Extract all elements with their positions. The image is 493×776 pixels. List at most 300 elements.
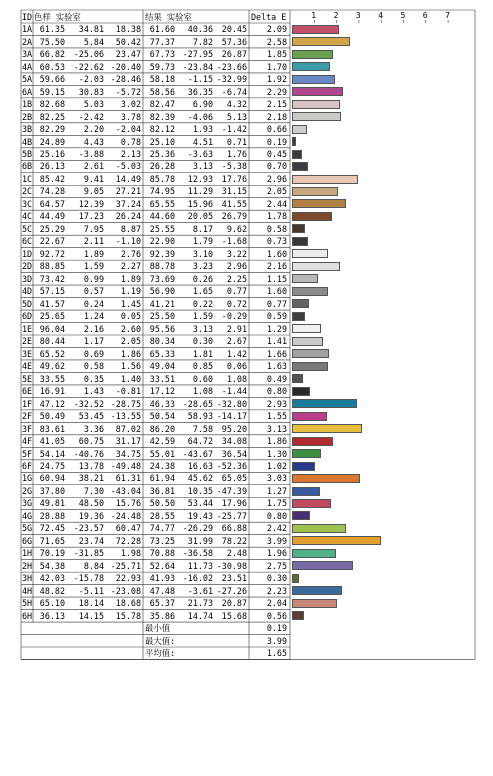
sample-lab-value: 23.47 — [115, 49, 141, 60]
delta-e-value: 1.86 — [266, 436, 287, 447]
result-lab-value: 95.56 — [149, 323, 175, 334]
delta-e-bar — [292, 337, 323, 346]
result-lab-value: -1.42 — [221, 124, 247, 135]
row-id: 4H — [22, 585, 33, 596]
sample-lab-value: 38.21 — [78, 473, 104, 484]
row-id: 1H — [22, 548, 33, 559]
sample-lab-value: -0.81 — [115, 386, 141, 397]
row-id: 5F — [22, 448, 33, 459]
result-lab-value: 17.12 — [149, 386, 175, 397]
result-lab-value: 45.62 — [187, 473, 213, 484]
row-id: 5H — [22, 598, 33, 609]
sample-lab-value: 83.61 — [39, 423, 65, 434]
result-lab-value: 0.71 — [226, 136, 247, 147]
delta-e-value: 1.96 — [266, 548, 287, 559]
sample-lab-value: 0.05 — [120, 311, 141, 322]
sample-lab-value: 34.81 — [78, 24, 104, 35]
sample-lab-value: 9.05 — [83, 186, 104, 197]
delta-e-value: 2.58 — [266, 36, 287, 47]
sample-lab-value: 3.36 — [83, 423, 104, 434]
sample-lab-value: -25.71 — [110, 560, 141, 571]
sample-lab-value: 59.15 — [39, 86, 65, 97]
result-lab-value: -6.74 — [221, 86, 247, 97]
row-id: 6E — [22, 386, 33, 397]
delta-e-bar — [292, 162, 308, 171]
result-lab-value: 1.42 — [226, 348, 247, 359]
row-id: 6F — [22, 461, 33, 471]
row-id: 4B — [22, 136, 33, 147]
result-lab-value: 31.99 — [187, 535, 213, 546]
delta-e-value: 2.75 — [266, 560, 287, 571]
sample-lab-value: 1.89 — [83, 248, 104, 259]
header-id: ID — [22, 11, 33, 22]
sample-lab-value: 18.68 — [115, 598, 141, 609]
result-lab-value: 25.55 — [149, 223, 175, 234]
row-id: 3A — [22, 49, 33, 60]
sample-lab-value: 49.81 — [39, 498, 65, 509]
result-lab-value: 3.23 — [192, 261, 213, 272]
sample-lab-value: 25.65 — [39, 311, 65, 322]
sample-lab-value: 48.82 — [39, 585, 65, 596]
delta-e-bar — [292, 199, 346, 208]
delta-e-value: 3.13 — [266, 423, 287, 434]
sample-lab-value: 65.52 — [39, 348, 65, 359]
sample-lab-value: 14.49 — [115, 173, 141, 184]
result-lab-value: -25.77 — [216, 510, 247, 521]
delta-e-value: 2.16 — [266, 261, 287, 272]
sample-lab-value: 85.42 — [39, 173, 65, 184]
delta-e-value: 1.60 — [266, 286, 287, 297]
sample-lab-value: 30.83 — [78, 86, 104, 97]
sample-lab-value: 57.15 — [39, 286, 65, 297]
result-lab-value: 25.10 — [149, 136, 175, 147]
row-id: 1F — [22, 398, 33, 409]
delta-e-value: 0.19 — [266, 136, 287, 147]
delta-e-bar — [292, 487, 320, 496]
result-lab-value: -23.66 — [216, 61, 247, 72]
sample-lab-value: 0.35 — [83, 373, 104, 384]
result-lab-value: 11.29 — [187, 186, 213, 197]
result-lab-value: 14.74 — [187, 610, 213, 621]
row-id: 5D — [22, 298, 33, 309]
result-lab-value: 26.28 — [149, 161, 175, 172]
row-id: 4C — [22, 211, 33, 222]
result-lab-value: 50.50 — [149, 498, 175, 509]
delta-e-value: 1.70 — [266, 61, 287, 72]
header-delta: Delta E — [251, 11, 287, 22]
delta-e-value: 2.18 — [266, 111, 287, 122]
sample-lab-value: 34.75 — [115, 448, 141, 459]
result-lab-value: 59.73 — [149, 61, 175, 72]
sample-lab-value: 82.29 — [39, 124, 65, 135]
result-lab-value: 1.81 — [192, 348, 213, 359]
sample-lab-value: 27.21 — [115, 186, 141, 197]
sample-lab-value: 1.59 — [83, 261, 104, 272]
sample-lab-value: 53.45 — [78, 411, 104, 422]
result-lab-value: 3.22 — [226, 248, 247, 259]
delta-e-value: 0.77 — [266, 298, 287, 309]
delta-e-bar — [292, 549, 336, 558]
delta-e-bar — [292, 324, 321, 333]
summary-value: 3.99 — [266, 635, 287, 646]
result-lab-value: -1.68 — [221, 236, 247, 247]
delta-e-bar — [292, 437, 333, 446]
result-lab-value: 64.72 — [187, 436, 213, 447]
sample-lab-value: 1.40 — [120, 373, 141, 384]
sample-lab-value: 60.53 — [39, 61, 65, 72]
result-lab-value: 15.96 — [187, 198, 213, 209]
sample-lab-value: 75.50 — [39, 36, 65, 47]
sample-lab-value: 71.65 — [39, 535, 65, 546]
sample-lab-value: 1.19 — [120, 286, 141, 297]
row-id: 6C — [22, 236, 33, 247]
sample-lab-value: 1.56 — [120, 361, 141, 372]
sample-lab-value: -23.57 — [73, 523, 104, 534]
result-lab-value: -16.02 — [182, 573, 213, 584]
result-lab-value: 0.22 — [192, 298, 213, 309]
axis-tick-label: 1 — [311, 11, 317, 20]
delta-e-value: 1.63 — [266, 361, 287, 372]
result-lab-value: 0.06 — [226, 361, 247, 372]
axis-tick-label: 5 — [400, 11, 406, 20]
result-lab-value: 11.73 — [187, 560, 213, 571]
sample-lab-value: 25.16 — [39, 149, 65, 159]
axis-tick-label: 2 — [333, 11, 339, 20]
sample-lab-value: -5.72 — [115, 86, 141, 97]
result-lab-value: 31.15 — [221, 186, 247, 197]
delta-e-bar — [292, 586, 342, 595]
result-lab-value: 77.37 — [149, 36, 175, 47]
result-lab-value: 36.54 — [221, 448, 247, 459]
delta-e-value: 1.66 — [266, 348, 287, 359]
sample-lab-value: -2.03 — [78, 74, 104, 85]
delta-e-bar — [292, 474, 360, 483]
sample-lab-value: 7.30 — [83, 485, 104, 496]
sample-lab-value: 66.82 — [39, 49, 65, 60]
row-id: 6G — [22, 535, 33, 546]
sample-lab-value: 2.60 — [120, 323, 141, 334]
row-id: 3H — [22, 573, 33, 584]
row-id: 4F — [22, 436, 33, 447]
summary-value: 1.65 — [266, 648, 287, 659]
result-lab-value: 67.73 — [149, 49, 175, 60]
delta-e-bar — [292, 449, 321, 458]
sample-lab-value: -1.10 — [115, 236, 141, 247]
row-id: 2F — [22, 411, 33, 422]
result-lab-value: -52.36 — [216, 461, 247, 471]
summary-label: 平均值: — [145, 648, 176, 659]
delta-e-value: 0.80 — [266, 510, 287, 521]
delta-e-value: 3.99 — [266, 535, 287, 546]
sample-lab-value: 24.89 — [39, 136, 65, 147]
delta-e-value: 0.73 — [266, 236, 287, 247]
result-lab-value: -23.84 — [182, 61, 213, 72]
row-id: 6H — [22, 610, 33, 621]
result-lab-value: 85.78 — [149, 173, 175, 184]
result-lab-value: 5.13 — [226, 111, 247, 122]
sample-lab-value: 41.57 — [39, 298, 65, 309]
axis-tick-label: 7 — [445, 11, 450, 20]
result-lab-value: 56.90 — [149, 286, 175, 297]
delta-e-value: 1.27 — [266, 485, 287, 496]
row-id: 5C — [22, 223, 33, 234]
sample-lab-value: 0.78 — [120, 136, 141, 147]
result-lab-value: 82.39 — [149, 111, 175, 122]
sample-lab-value: 28.88 — [39, 510, 65, 521]
sample-lab-value: 7.95 — [83, 223, 104, 234]
result-lab-value: -3.61 — [187, 585, 213, 596]
sample-lab-value: 4.43 — [83, 136, 104, 147]
row-id: 3D — [22, 273, 33, 284]
sample-lab-value: 64.57 — [39, 198, 65, 209]
summary-label: 最小值 — [145, 623, 171, 634]
sample-lab-value: 0.24 — [83, 298, 104, 309]
delta-e-bar — [292, 274, 318, 283]
result-lab-value: 40.36 — [187, 24, 213, 35]
delta-e-value: 0.80 — [266, 386, 287, 397]
delta-e-bar — [292, 536, 381, 545]
result-lab-value: -28.65 — [182, 398, 213, 409]
result-lab-value: 6.90 — [192, 99, 213, 110]
sample-lab-value: 73.42 — [39, 273, 65, 284]
delta-e-bar — [292, 212, 332, 221]
sample-lab-value: -15.78 — [73, 573, 104, 584]
delta-e-value: 0.56 — [266, 610, 287, 621]
result-lab-value: -0.29 — [221, 311, 247, 322]
sample-lab-value: 59.66 — [39, 74, 65, 85]
sample-lab-value: 0.99 — [83, 273, 104, 284]
sample-lab-value: 18.14 — [78, 598, 104, 609]
result-lab-value: 36.81 — [149, 485, 175, 496]
result-lab-value: 78.22 — [221, 535, 247, 546]
result-lab-value: 2.67 — [226, 336, 247, 347]
sample-lab-value: 54.14 — [39, 448, 65, 459]
row-id: 2C — [22, 186, 33, 197]
row-id: 2G — [22, 485, 33, 496]
delta-e-bar — [292, 125, 307, 134]
result-lab-value: -27.95 — [182, 49, 213, 60]
delta-e-value: 1.55 — [266, 411, 287, 422]
result-lab-value: 0.26 — [192, 273, 213, 284]
sample-lab-value: -20.40 — [110, 61, 141, 72]
sample-lab-value: 26.24 — [115, 211, 141, 222]
delta-e-bar — [292, 287, 328, 296]
result-lab-value: 57.36 — [221, 36, 247, 47]
row-id: 3B — [22, 124, 33, 135]
delta-e-bar — [292, 524, 346, 533]
delta-e-bar — [292, 224, 305, 233]
sample-lab-value: 18.38 — [115, 24, 141, 35]
sample-lab-value: -43.04 — [110, 485, 141, 496]
sample-lab-value: 87.02 — [115, 423, 141, 434]
sample-lab-value: 74.28 — [39, 186, 65, 197]
sample-lab-value: -3.88 — [78, 149, 104, 159]
header-sample: 色样 实验室 — [34, 11, 81, 22]
result-lab-value: 44.60 — [149, 211, 175, 222]
sample-lab-value: 23.74 — [78, 535, 104, 546]
result-lab-value: -26.29 — [182, 523, 213, 534]
sample-lab-value: 33.55 — [39, 373, 65, 384]
result-lab-value: 65.05 — [221, 473, 247, 484]
sample-lab-value: 61.35 — [39, 24, 65, 35]
result-lab-value: 95.20 — [221, 423, 247, 434]
sample-lab-value: 60.47 — [115, 523, 141, 534]
sample-lab-value: 2.05 — [120, 336, 141, 347]
result-lab-value: -3.63 — [187, 149, 213, 159]
delta-e-bar — [292, 262, 340, 271]
result-lab-value: -36.58 — [182, 548, 213, 559]
delta-e-value: 0.66 — [266, 124, 287, 135]
delta-e-value: 0.49 — [266, 373, 287, 384]
summary-label: 最大值: — [145, 635, 176, 646]
sample-lab-value: 5.84 — [83, 36, 104, 47]
row-id: 1D — [22, 248, 33, 259]
row-id: 3F — [22, 423, 33, 434]
delta-e-bar — [292, 499, 331, 508]
result-lab-value: -4.06 — [187, 111, 213, 122]
result-lab-value: 34.08 — [221, 436, 247, 447]
result-lab-value: 55.01 — [149, 448, 175, 459]
delta-e-bar — [292, 349, 329, 358]
sample-lab-value: 54.38 — [39, 560, 65, 571]
sample-lab-value: -28.46 — [110, 74, 141, 85]
sample-lab-value: 8.84 — [83, 560, 104, 571]
delta-e-value: 2.04 — [266, 598, 287, 609]
result-lab-value: 20.45 — [221, 24, 247, 35]
result-lab-value: 7.58 — [192, 423, 213, 434]
delta-e-bar — [292, 312, 305, 321]
sample-lab-value: 72.28 — [115, 535, 141, 546]
delta-e-bar — [292, 362, 328, 371]
delta-e-bar — [292, 249, 328, 258]
sample-lab-value: 61.31 — [115, 473, 141, 484]
sample-lab-value: 0.58 — [83, 361, 104, 372]
delta-e-value: 2.44 — [266, 198, 287, 209]
sample-lab-value: 65.10 — [39, 598, 65, 609]
result-lab-value: 0.60 — [192, 373, 213, 384]
result-lab-value: 0.30 — [192, 336, 213, 347]
sample-lab-value: 2.13 — [120, 149, 141, 159]
delta-e-bar — [292, 599, 337, 608]
sample-lab-value: -2.42 — [78, 111, 104, 122]
result-lab-value: 70.88 — [149, 548, 175, 559]
result-lab-value: 74.95 — [149, 186, 175, 197]
result-lab-value: -1.44 — [221, 386, 247, 397]
row-id: 2E — [22, 336, 33, 347]
result-lab-value: 92.39 — [149, 248, 175, 259]
sample-lab-value: 88.85 — [39, 261, 65, 272]
result-lab-value: 17.96 — [221, 498, 247, 509]
result-lab-value: 15.68 — [221, 610, 247, 621]
result-lab-value: 21.73 — [187, 598, 213, 609]
row-id: 1G — [22, 473, 33, 484]
sample-lab-value: 14.15 — [78, 610, 104, 621]
sample-lab-value: -23.08 — [110, 585, 141, 596]
result-lab-value: -1.15 — [187, 74, 213, 85]
delta-e-value: 0.59 — [266, 311, 287, 322]
result-lab-value: 20.05 — [187, 211, 213, 222]
delta-e-bar — [292, 37, 350, 46]
delta-e-value: 2.05 — [266, 186, 287, 197]
result-lab-value: 7.82 — [192, 36, 213, 47]
delta-e-value: 2.15 — [266, 99, 287, 110]
result-lab-value: 9.62 — [226, 223, 247, 234]
delta-e-bar — [292, 62, 330, 71]
result-lab-value: 47.48 — [149, 585, 175, 596]
result-lab-value: 65.37 — [149, 598, 175, 609]
sample-lab-value: 2.27 — [120, 261, 141, 272]
result-lab-value: 82.47 — [149, 99, 175, 110]
sample-lab-value: 1.43 — [83, 386, 104, 397]
result-lab-value: 41.21 — [149, 298, 175, 309]
result-lab-value: 33.51 — [149, 373, 175, 384]
sample-lab-value: 60.94 — [39, 473, 65, 484]
row-id: 2D — [22, 261, 33, 272]
result-lab-value: 58.93 — [187, 411, 213, 422]
result-lab-value: -32.80 — [216, 398, 247, 409]
delta-e-value: 1.41 — [266, 336, 287, 347]
sample-lab-value: 80.44 — [39, 336, 65, 347]
sample-lab-value: 72.45 — [39, 523, 65, 534]
result-lab-value: 1.79 — [192, 236, 213, 247]
result-lab-value: 26.87 — [221, 49, 247, 60]
delta-e-bar — [292, 511, 310, 520]
result-lab-value: 1.76 — [226, 149, 247, 159]
result-lab-value: 1.08 — [192, 386, 213, 397]
result-lab-value: 49.04 — [149, 361, 175, 372]
delta-e-bar — [292, 387, 310, 396]
result-lab-value: 8.17 — [192, 223, 213, 234]
delta-e-bar — [292, 611, 304, 620]
result-lab-value: 4.32 — [226, 99, 247, 110]
sample-lab-value: 22.67 — [39, 236, 65, 247]
delta-e-value: 0.58 — [266, 223, 287, 234]
sample-lab-value: -22.62 — [73, 61, 104, 72]
result-lab-value: 17.76 — [221, 173, 247, 184]
result-lab-value: 0.77 — [226, 286, 247, 297]
result-lab-value: 36.35 — [187, 86, 213, 97]
result-lab-value: 65.55 — [149, 198, 175, 209]
result-lab-value: 88.78 — [149, 261, 175, 272]
result-lab-value: 4.51 — [192, 136, 213, 147]
delta-e-value: 0.45 — [266, 149, 287, 159]
result-lab-value: 2.48 — [226, 548, 247, 559]
result-lab-value: 50.54 — [149, 411, 175, 422]
delta-e-bar — [292, 50, 333, 59]
delta-e-bar — [292, 299, 309, 308]
delta-e-value: 3.03 — [266, 473, 287, 484]
delta-e-bar — [292, 150, 302, 159]
result-lab-value: 19.43 — [187, 510, 213, 521]
row-id: 4E — [22, 361, 33, 372]
delta-e-bar — [292, 137, 296, 146]
result-lab-value: -30.98 — [216, 560, 247, 571]
sample-lab-value: 26.13 — [39, 161, 65, 172]
sample-lab-value: 37.80 — [39, 485, 65, 496]
delta-e-value: 2.29 — [266, 86, 287, 97]
sample-lab-value: 49.62 — [39, 361, 65, 372]
summary-value: 0.19 — [266, 623, 287, 634]
delta-e-value: 1.15 — [266, 273, 287, 284]
row-id: 4D — [22, 286, 33, 297]
delta-e-value: 2.96 — [266, 173, 287, 184]
delta-e-bar — [292, 100, 340, 109]
result-lab-value: 26.79 — [221, 211, 247, 222]
row-id: 3C — [22, 198, 33, 209]
row-id: 5A — [22, 74, 33, 85]
result-lab-value: -47.39 — [216, 485, 247, 496]
row-id: 4A — [22, 61, 33, 72]
